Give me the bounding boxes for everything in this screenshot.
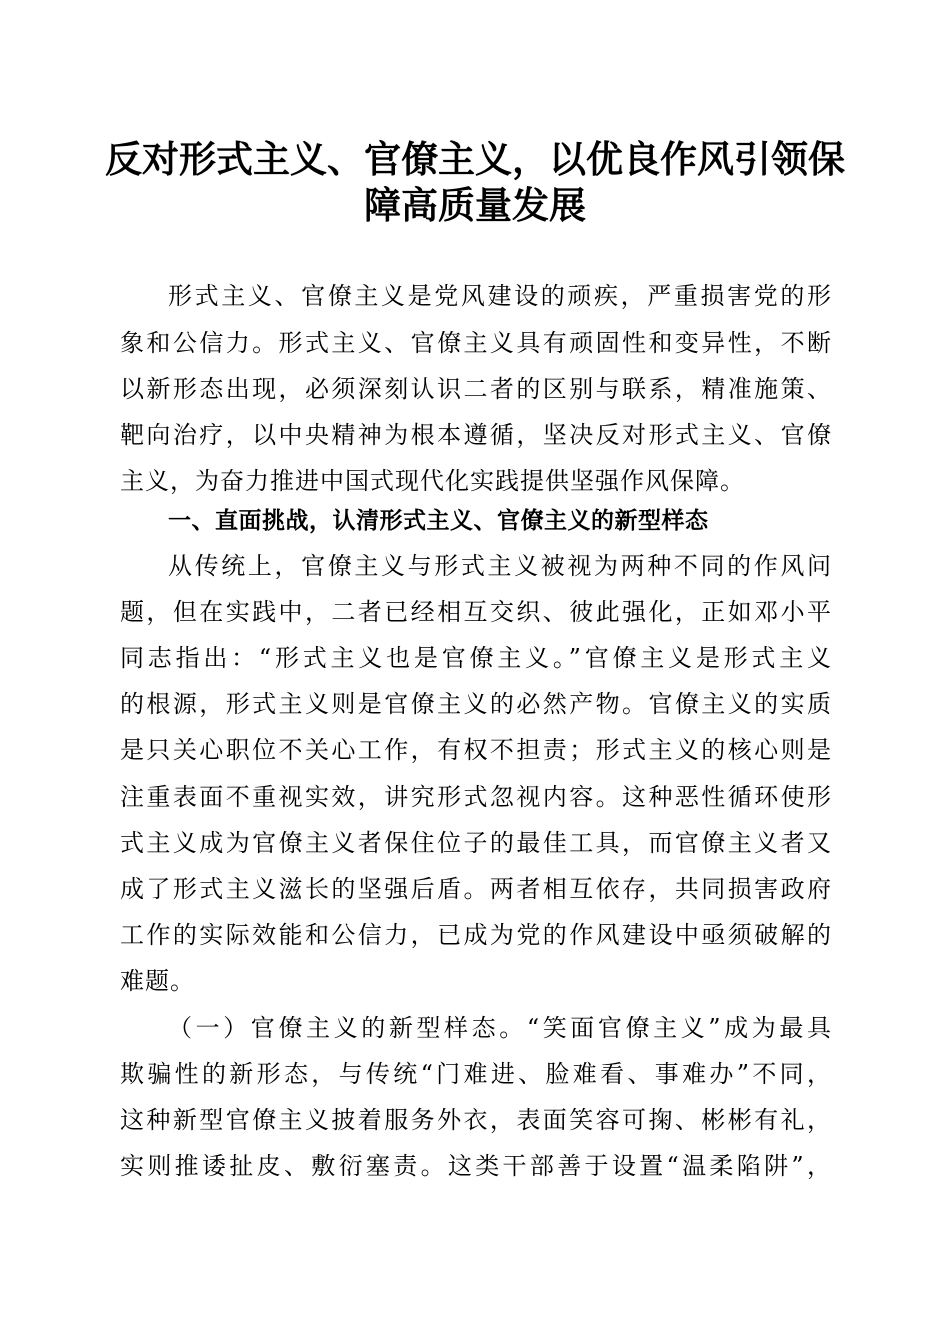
paragraph-2-line: 式主义成为官僚主义者保住位子的最佳工具，而官僚主义者又	[120, 829, 832, 857]
paragraph-1-line: 形式主义、官僚主义是党风建设的顽疾，严重损害党的形	[168, 282, 832, 310]
paragraph-2-line: 是只关心职位不关心工作，有权不担责；形式主义的核心则是	[120, 736, 832, 764]
document-title-line-1: 反对形式主义、官僚主义，以优良作风引领保	[105, 137, 845, 181]
paragraph-3-line: 这种新型官僚主义披着服务外衣，表面笑容可掬、彬彬有礼，	[120, 1106, 832, 1134]
paragraph-3-line: 欺骗性的新形态，与传统“门难进、脸难看、事难办”不同，	[120, 1060, 832, 1088]
paragraph-2-line: 的根源，形式主义则是官僚主义的必然产物。官僚主义的实质	[120, 690, 832, 718]
paragraph-2-line: 同志指出：“形式主义也是官僚主义。”官僚主义是形式主义	[120, 644, 832, 672]
paragraph-1-line: 以新形态出现，必须深刻认识二者的区别与联系，精准施策、	[120, 375, 832, 403]
paragraph-3-line: （一）官僚主义的新型样态。“笑面官僚主义”成为最具	[168, 1014, 832, 1042]
paragraph-1-line: 靶向治疗，以中央精神为根本遵循，坚决反对形式主义、官僚	[120, 421, 832, 449]
paragraph-2-line: 注重表面不重视实效，讲究形式忽视内容。这种恶性循环使形	[120, 783, 832, 811]
paragraph-2-line: 从传统上，官僚主义与形式主义被视为两种不同的作风问	[168, 552, 832, 580]
section-heading-1: 一、直面挑战，认清形式主义、官僚主义的新型样态	[168, 508, 709, 534]
paragraph-1-line: 主义，为奋力推进中国式现代化实践提供坚强作风保障。	[120, 467, 745, 495]
paragraph-2-line: 工作的实际效能和公信力，已成为党的作风建设中亟须破解的	[120, 921, 832, 949]
paragraph-3-line: 实则推诿扯皮、敷衍塞责。这类干部善于设置“温柔陷阱”，	[120, 1152, 832, 1180]
paragraph-2-line: 难题。	[120, 967, 195, 995]
paragraph-2-line: 题，但在实践中，二者已经相互交织、彼此强化，正如邓小平	[120, 598, 832, 626]
paragraph-2-line: 成了形式主义滋长的坚强后盾。两者相互依存，共同损害政府	[120, 875, 832, 903]
document-title-line-2: 障高质量发展	[364, 183, 586, 227]
paragraph-1-line: 象和公信力。形式主义、官僚主义具有顽固性和变异性，不断	[120, 329, 832, 357]
